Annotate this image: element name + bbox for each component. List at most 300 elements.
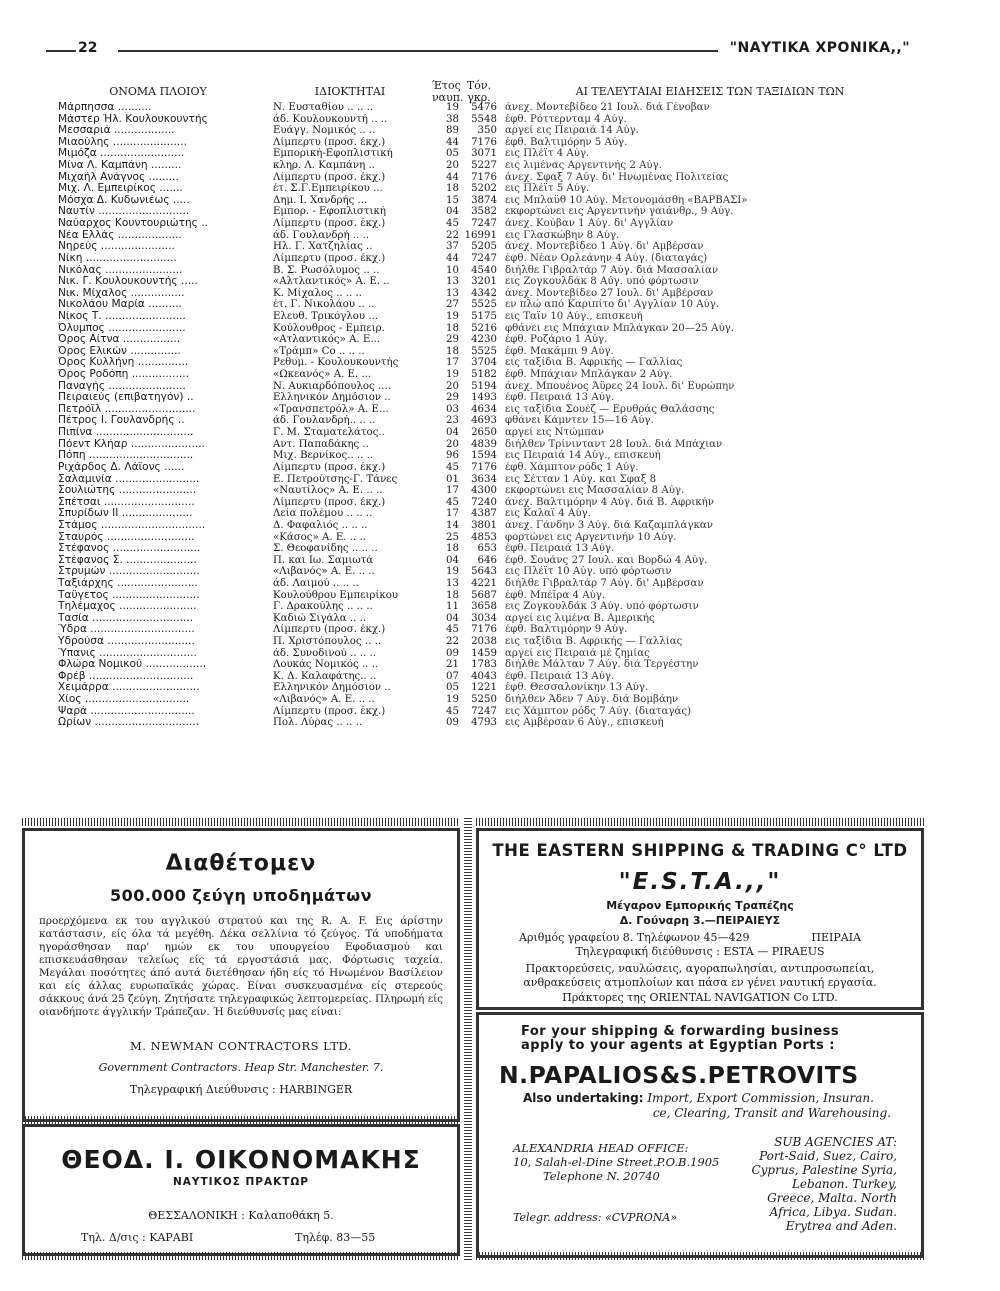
ship-tons: 16991 (464, 229, 497, 241)
ship-year: 13 (446, 577, 459, 589)
ship-name: Τασία .............................. (58, 612, 194, 624)
ship-year: 07 (446, 670, 459, 682)
ship-tons: 5227 (471, 160, 497, 172)
ship-year: 09 (446, 717, 459, 729)
ad-esta-building: Μέγαρον Εμπορικής Τραπέζης (606, 899, 794, 912)
ad-oikonomakis-ticks-bottom (22, 1252, 460, 1260)
ship-news: εις Ταϊν 10 Αύγ., επισκευή (505, 310, 643, 322)
header-rule-left (46, 50, 76, 52)
ship-row (58, 160, 898, 172)
ship-name: Νικολάου Μαρία .......... (58, 299, 182, 311)
ship-tons: 4839 (471, 438, 497, 450)
ship-owner: Λίμπερτυ (προσ. έκχ.) (273, 136, 386, 148)
ship-row (58, 137, 898, 149)
ship-year: 44 (446, 171, 459, 183)
ship-owner: Ρεθυμ. - Κουλουκουντής (273, 357, 399, 369)
ship-tons: 5525 (471, 345, 497, 357)
ship-row (58, 276, 898, 288)
ship-owner: Π. Χριστόπουλος .. .. (273, 636, 382, 648)
ship-row (58, 125, 898, 137)
ship-news: διήλθε Γιβραλτάρ 7 Αύγ. δι' Αμβέρσαν (505, 577, 704, 589)
ship-owner: Κ. Μίχαλος .. .. .. (273, 287, 363, 299)
ship-year: 45 (446, 461, 459, 473)
ship-news: έφθ. Θεσσαλονίκην 13 Αύγ. (505, 682, 649, 694)
ship-row (58, 404, 898, 416)
ship-owner: Κ. Δ. Καλαφάτης.. .. (273, 670, 377, 682)
ship-news: άνεχ. Μοντεβίδεο 1 Αύγ. δι' Αμβέρσαν (505, 241, 704, 253)
ship-name: Τηλέμαχος ....................... (58, 601, 197, 613)
ship-name: Μιαούλης ...................... (58, 136, 187, 148)
ship-tons: 5175 (471, 310, 497, 322)
ship-news: έφθ. Βαλτιμόρην 5 Αύγ. (505, 136, 628, 148)
ship-name: Στέφανος .......................... (58, 543, 201, 555)
ship-name: Σουλιώτης ....................... (58, 485, 197, 497)
ship-news: αργεί εις Πειραιά μέ ζημίας (505, 647, 650, 659)
ship-owner: Λίμπερτυ (προσ. έκχ.) (273, 496, 386, 508)
ship-tons: 5525 (471, 299, 497, 311)
ship-row (58, 520, 898, 532)
ship-tons: 4230 (471, 334, 497, 346)
ship-year: 19 (446, 694, 459, 706)
ship-news: έφθ. Μακάμπι 9 Αύγ. (505, 345, 614, 357)
ship-row (58, 648, 898, 660)
ship-owner: κληρ. Λ. Καμπάνη .. (273, 160, 375, 172)
ship-owner: «Ωκεανός» Α. Ε. ... (273, 369, 372, 381)
ship-news: έφθ. Μπάχιαν Μπλάγκαν 2 Αύγ. (505, 369, 673, 381)
ship-owner: Δ. Φαφαλιός .. .. .. (273, 519, 368, 531)
col-head-news: ΑΙ ΤΕΛΕΥΤΑΙΑΙ ΕΙΔΗΣΕΙΣ ΤΩΝ ΤΑΞΙΔΙΩΝ ΤΩΝ (575, 85, 845, 98)
ad-papalios-sub (747, 1135, 897, 1233)
ship-row (58, 148, 898, 160)
ship-tons: 3634 (471, 473, 497, 485)
ad-esta-services1: Πρακτορεύσεις, ναυλώσεις, αγοραπωλησίαι, αντιπροσωπείαι, (525, 962, 875, 975)
ship-row (58, 230, 898, 242)
ship-row (58, 206, 898, 218)
ship-tons: 5476 (471, 102, 497, 113)
ad-esta-office-row (519, 931, 901, 944)
ship-owner: Λίμπερτυ (προσ. έκχ.) (273, 461, 386, 473)
ship-owner: Ν. Αυκιαρδόπουλος .... (273, 380, 391, 392)
ship-news: εκφορτώνει εις Μασσαλίαν 8 Αύγ. (505, 485, 685, 497)
ship-year: 18 (446, 183, 459, 195)
ship-name: Μιχαήλ Ανάγνος ......... (58, 171, 179, 183)
ship-name: Μιχ. Λ. Εμπειρίκος ....... (58, 183, 183, 195)
ship-owner: Μιχ. Βερνίκος.. .. .. (273, 450, 374, 462)
ship-owner: Ε. Πετρούτσης-Γ. Τάνες (273, 473, 398, 485)
ship-owner: Ελληνικόν Δημόσιον .. (273, 392, 391, 404)
ship-year: 89 (446, 125, 459, 137)
ship-tons: 7176 (471, 624, 497, 636)
ship-news: εις Καλαϊ 4 Αύγ. (505, 508, 591, 520)
ship-news: φορτώνει εις Αργεντινήν 10 Αύγ. (505, 531, 677, 543)
ship-year: 44 (446, 252, 459, 264)
ad-papalios (476, 1012, 924, 1258)
ship-year: 18 (446, 345, 459, 357)
ship-owner: έτ. Σ.Γ.Εμπειρίκου ... (273, 183, 383, 195)
ship-name: Ταξιάρχης ........................ (58, 577, 198, 589)
ship-news: εις Μπλαϋθ 10 Αύγ. Μετονομάσθη «ΒΑΡΒΑΣΙ» (505, 194, 748, 206)
ship-news: εκφορτώνει εις Αργεντινήν γαιάνθρ., 9 Αύγ. (505, 206, 734, 218)
ship-news: εις Σέτταν 1 Αύγ. και Σφαξ 8 (505, 473, 657, 485)
ship-row (58, 462, 898, 474)
ship-year: 17 (446, 508, 459, 520)
ship-year: 10 (446, 264, 459, 276)
ship-tons: 4693 (471, 415, 497, 427)
ship-tons: 3582 (471, 206, 497, 218)
ship-row (58, 218, 898, 230)
ship-tons: 7240 (471, 496, 497, 508)
ship-year: 04 (446, 427, 459, 439)
ship-tons: 4387 (471, 508, 497, 520)
ship-owner: «Κάσος» Α. Ε. .. .. (273, 531, 366, 543)
ad-papalios-name: N.PAPALIOS&S.PETROVITS (499, 1061, 859, 1089)
ship-tons: 4342 (471, 287, 497, 299)
ship-table (58, 102, 898, 729)
ship-news: διήλθε Μάλταν 7 Αύγ. διά Τεργέστην (505, 659, 699, 671)
ship-year: 45 (446, 496, 459, 508)
ship-tons: 4853 (471, 531, 497, 543)
ship-year: 29 (446, 392, 459, 404)
ad-papalios-also (523, 1091, 903, 1106)
ship-owner: «Ατλαντικός» Α. Ε... (273, 334, 381, 346)
ship-tons: 4043 (471, 670, 497, 682)
ship-row (58, 288, 898, 300)
ship-tons: 2038 (471, 636, 497, 648)
ship-tons: 5205 (471, 241, 497, 253)
ship-tons: 3034 (471, 612, 497, 624)
ship-name: Υδρούσα .......................... (58, 636, 195, 648)
ship-name: Ύδρα ............................... (58, 624, 195, 636)
ship-owner: Αντ. Παπαδάκης .. (273, 438, 369, 450)
ship-row (58, 694, 898, 706)
ad-esta-ticks-top (476, 818, 924, 826)
ship-owner: «Αλτλαντικός» Α. Ε. .. (273, 276, 390, 288)
ship-name: Ταΰγετος .......................... (58, 589, 200, 601)
ship-news: αργεί εις Ντώμπαν (505, 427, 604, 439)
ad-oikonomakis-tel-left: Τηλ. Δ/σις : ΚΑΡΑΒΙ (81, 1231, 194, 1244)
ship-tons: 5194 (471, 380, 497, 392)
ship-name: Φλώρα Νομικού .................. (58, 659, 207, 671)
ship-row (58, 497, 898, 509)
ship-tons: 1221 (471, 682, 497, 694)
ship-name: Σταυρός .......................... (58, 531, 195, 543)
ad-esta (476, 828, 924, 1010)
page-header (18, 40, 918, 62)
ship-name: Όρος Ροδόπη ................. (58, 369, 189, 381)
ship-row (58, 659, 898, 671)
ship-row (58, 183, 898, 195)
ship-tons: 5687 (471, 589, 497, 601)
ship-news: άνεχ. Κούβαν 1 Αύγ. δι' Αγγλίαν (505, 218, 674, 230)
ship-news: φθάνει εις Μπάχιαν Μπλάγκαν 20—25 Αύγ. (505, 322, 735, 334)
ship-year: 25 (446, 531, 459, 543)
ship-row (58, 253, 898, 265)
ship-year: 45 (446, 218, 459, 230)
ship-tons: 1594 (471, 450, 497, 462)
ship-owner: Γ. Μ. Σταματελάτος.. (273, 427, 385, 439)
ship-news: έφθ. Πειραιά 13 Αύγ. (505, 543, 615, 555)
ship-year: 18 (446, 322, 459, 334)
ship-row (58, 172, 898, 184)
ad-divider-ticks (464, 818, 472, 1260)
ad-oikonomakis-tel-right: Τηλέφ. 83—55 (295, 1231, 376, 1244)
ship-row (58, 474, 898, 486)
ship-year: 27 (446, 299, 459, 311)
ad-papalios-hq3: Telephone N. 20740 (543, 1169, 660, 1183)
ship-news: εις Πειραιά 14 Αύγ., επισκευή (505, 450, 661, 462)
ship-row (58, 555, 898, 567)
ship-owner: Ηλ. Γ. Χατζηλίας .. (273, 241, 373, 253)
ship-owner: Ν. Ευσταθίου .. .. .. (273, 102, 374, 113)
ship-year: 18 (446, 543, 459, 555)
ship-tons: 5182 (471, 369, 497, 381)
ship-owner: έτ. Γ. Νικολάου .. .. (273, 299, 375, 311)
ship-year: 17 (446, 357, 459, 369)
ad-newman-ticks-bottom (22, 1116, 460, 1124)
ship-row (58, 392, 898, 404)
ship-tons: 4634 (471, 403, 497, 415)
ship-year: 23 (446, 415, 459, 427)
ship-name: Μίνα Λ. Καμπάνη ......... (58, 160, 182, 172)
ship-name: Σπέτσαι ........................... (58, 496, 195, 508)
ad-papalios-also-text: Import, Export Commission, Insuran. (647, 1091, 874, 1105)
ship-year: 22 (446, 636, 459, 648)
ship-news: διήλθε Γιβραλτάρ 7 Αύγ. διά Μασσαλίαν (505, 264, 719, 276)
ship-name: Ναύαρχος Κουντουριώτης .. (58, 218, 208, 230)
ship-news: εις Πλέϊτ 4 Αύγ. (505, 148, 590, 160)
ship-owner: Πολ. Λύρας .. .. .. (273, 717, 363, 729)
ship-tons: 5216 (471, 322, 497, 334)
ship-name: Ψαρά ............................... (58, 705, 195, 717)
ship-year: 19 (446, 369, 459, 381)
ship-tons: 7247 (471, 705, 497, 717)
ship-name: Σαλαμινία ......................... (58, 473, 200, 485)
ad-esta-short: "E.S.T.A.,," (618, 869, 782, 895)
ship-news: άνεχ. Βαλτιμόρην 4 Αύγ. διά Β. Αφρικήν (505, 496, 714, 508)
ship-tons: 7176 (471, 136, 497, 148)
ship-name: Ριχάρδος Δ. Λάϊονς ...... (58, 461, 185, 473)
ship-row (58, 381, 898, 393)
ad-papalios-hq1: ALEXANDRIA HEAD OFFICE: (513, 1141, 689, 1155)
ship-name: Όρος Ελικών ............... (58, 345, 181, 357)
ad-esta-telegraph: Τηλεγραφική διεύθυνσις : ESTA — PIRAEUS (575, 945, 825, 958)
ad-newman-body: προερχόμενα εκ του αγγλικού στρατού και της R. A. F. Εις άρίστην κατάστασιν, είς όλα τά μεγέθη. Δέκα σελλίνια τό ζεύγος. Τά υποδήματα ηγοράσθησαν παρ' ημών εκ του υπουργείου Εφοδιασμού και επισκευάσθησαν τελείως είς τά εργοστάσιά μας. Φόρτωσις ταχεία. Μεγάλαι ποσότητες άπό αυτά διετέθησαν ήδη είς τό Ηνωμένον Βασίλειον και είς άλλας ευρωπαϊκάς χώρας. Είναι συσκευασμένα είς στερεούς σάκκους άνά 25 ζεύγη. Ζητήσατε τηλεγραφικώς λεπτομερείας. Πληρωμή είς οιανδήποτε άγγλικήν Τράπεζαν. Ή διεύθυνσίς μας είναι: (39, 915, 443, 1018)
ship-news: έφθ. Σουάνς 27 Ιουλ. και Βορδώ 4 Αύγ. (505, 554, 708, 566)
ship-row (58, 601, 898, 613)
ship-name: Πέτρος Ι. Γουλανδρής .. (58, 415, 185, 427)
ship-row (58, 299, 898, 311)
ship-year: 37 (446, 241, 459, 253)
ship-row (58, 241, 898, 253)
header-rule (118, 50, 718, 52)
ship-year: 01 (446, 473, 459, 485)
ship-owner: Λίμπερτυ (προσ. έκχ.) (273, 171, 386, 183)
ship-row (58, 717, 898, 729)
ship-tons: 4540 (471, 264, 497, 276)
ship-news: έφθ. Ρόττερνταμ 4 Αύγ. (505, 113, 627, 125)
ship-news: έφθ. Μπέϊρα 4 Αύγ. (505, 589, 606, 601)
ship-name: Νέα Ελλάς ................... (58, 229, 182, 241)
ship-name: Νικ. Γ. Κουλουκουντής ..... (58, 276, 198, 288)
ship-news: έφθ. Χάμπτον ρόδς 1 Αύγ. (505, 461, 639, 473)
ad-newman-heading: Διαθέτομεν (165, 851, 317, 876)
ship-tons: 7176 (471, 171, 497, 183)
ship-owner: άδ. Γουλανδρή.. .. .. (273, 415, 376, 427)
ship-news: εν πλώ από Καριπίτο δι' Αγγλίαν 10 Αύγ. (505, 299, 720, 311)
ship-news: εις Ζογκουλδάκ 3 Αύγ. υπό φόρτωσιν (505, 601, 699, 613)
ship-name: Στέφανος Σ. ..................... (58, 554, 197, 566)
ship-tons: 1783 (471, 659, 497, 671)
ship-owner: Ελληνικόν Δημόσιον .. (273, 682, 391, 694)
ship-row (58, 636, 898, 648)
ship-year: 22 (446, 229, 459, 241)
ship-news: διήλθεν Τρίνινταντ 28 Ιουλ. διά Μπάχιαν (505, 438, 723, 450)
ship-year: 15 (446, 194, 459, 206)
ship-row (58, 613, 898, 625)
ad-papalios-sub-list: Port-Said, Suez, Cairo, Cyprus, Palestine Syria, Lebanon. Turkey, Greece, Malta. North Africa, Libya. Sudan. Erytrea and Aden. (751, 1149, 897, 1233)
ad-esta-services2: ανθρακεύσεις ατμοπλοίων και πάσα εν γένει ναυτική εργασία. (523, 976, 877, 989)
ship-news: εις Γλασκώβην 8 Αύγ. (505, 229, 620, 241)
ship-row (58, 590, 898, 602)
ship-news: άνεχ. Μοντεβίδεο 27 Ιουλ. δι' Αμβέρσαν (505, 287, 714, 299)
ship-news: άνεχ. Μοντεβίδεο 21 Ιουλ. διά Γένοβαν (505, 102, 710, 113)
ship-news: έφθ. Νέαν Ορλεάνην 4 Αύγ. (διαταγάς) (505, 252, 708, 264)
ship-news: αργεί εις Πειραιά 14 Αύγ. (505, 125, 639, 137)
ship-news: άνεχ. Γάνδην 3 Αύγ. διά Καζαμπλάγκαν (505, 519, 713, 531)
ad-papalios-tagline1: For your shipping & forwarding business (521, 1024, 840, 1039)
ship-owner: Εμπορική-Εφοπλιστική (273, 148, 393, 160)
ship-name: Παναγής ....................... (58, 380, 186, 392)
ad-esta-heading: THE EASTERN SHIPPING & TRADING C° LTD (492, 841, 908, 860)
ship-row (58, 485, 898, 497)
ship-name: Πιπίνα ............................. (58, 427, 194, 439)
ship-row (58, 346, 898, 358)
ship-name: Μάστερ Ήλ. Κουλουκουντής (58, 113, 208, 125)
ship-tons: 3658 (471, 601, 497, 613)
ship-name: Όρος Αίτνα ................. (58, 334, 181, 346)
ship-news: άνεχ. Σφαξ 7 Αύγ. δι' Ηνωμένας Πολιτείας (505, 171, 729, 183)
ship-row (58, 543, 898, 555)
ship-year: 29 (446, 334, 459, 346)
ship-name: Ναυτίν ........................... (58, 206, 190, 218)
ship-news: έφθ. Ροζάριο 1 Αύγ. (505, 334, 608, 346)
ship-news: άνεχ. Μπουένος Άϋρες 24 Ιουλ. δι' Ευρώπην (505, 380, 735, 392)
ad-oikonomakis (22, 1124, 460, 1256)
ship-row (58, 532, 898, 544)
ad-newman-subheading: 500.000 ζεύγη υποδημάτων (109, 886, 373, 905)
ad-papalios-sub-heading: SUB AGENCIES AT: (774, 1135, 897, 1149)
ship-row (58, 357, 898, 369)
ad-newman-telegraph: Τηλεγραφική Διεύθυνσις : HARBINGER (129, 1083, 353, 1096)
ship-owner: άδ. Συνοδινού .. .. .. (273, 647, 377, 659)
ship-owner: «Ναυτίλος» Α. Ε. .. .. (273, 485, 383, 497)
ship-owner: Κούλουθρος - Εμπειρ. (273, 322, 385, 334)
ship-name: Ωρίων ............................... (58, 717, 199, 729)
ad-papalios-telegram: Telegr. address: «CVPRONA» (513, 1211, 678, 1224)
ship-row (58, 323, 898, 335)
ship-owner: «Τρανσπετρόλ» Α. Ε... (273, 403, 389, 415)
ship-owner: Λουκάς Νομικός .. .. (273, 659, 379, 671)
ad-oikonomakis-name: ΘΕΟΔ. Ι. ΟΙΚΟΝΟΜΑΚΗΣ (61, 1145, 421, 1174)
ship-owner: άδ. Κουλουκουντή .. .. (273, 113, 388, 125)
ship-year: 20 (446, 380, 459, 392)
ship-year: 19 (446, 102, 459, 113)
ship-row (58, 415, 898, 427)
ad-papalios-ticks-bottom (476, 1252, 924, 1260)
ship-tons: 5250 (471, 694, 497, 706)
ship-tons: 7247 (471, 252, 497, 264)
ad-papalios-hq (513, 1141, 719, 1183)
ship-news: έφθ. Πειραιά 13 Αύγ. (505, 392, 615, 404)
ship-news: έφθ. Πειραιά 13 Αύγ. (505, 670, 615, 682)
ship-row (58, 311, 898, 323)
ship-owner: Ευάγγ. Νομικός .. .. (273, 125, 376, 137)
ad-esta-office-city: ΠΕΙΡΑΙΑ (811, 931, 861, 944)
ship-news: εις Ζογκουλδάκ 8 Αύγ. υπό φόρτωσιν (505, 276, 699, 288)
ad-oikonomakis-city: ΘΕΣΣΑΛΟΝΙΚΗ : Καλαποθάκη 5. (148, 1209, 334, 1222)
ad-esta-agents: Πράκτορες της ORIENTAL NAVIGATION Co LTD. (562, 991, 838, 1004)
ship-owner: Λίμπερτυ (προσ. έκχ.) (273, 705, 386, 717)
ship-name: Νίκος Τ. ........................ (58, 310, 186, 322)
ship-tons: 5548 (471, 113, 497, 125)
ship-tons: 1459 (471, 647, 497, 659)
ship-tons: 3071 (471, 148, 497, 160)
ship-tons: 5202 (471, 183, 497, 195)
ship-year: 45 (446, 624, 459, 636)
ad-newman-address: Government Contractors. Heap Str. Manchester. 7. (98, 1061, 384, 1074)
ship-year: 09 (446, 647, 459, 659)
ship-tons: 3201 (471, 276, 497, 288)
ship-year: 20 (446, 160, 459, 172)
ship-news: εις ταξίδια Β. Αφρικής — Γαλλίας (505, 636, 683, 648)
ship-name: Πόπη ............................... (58, 450, 194, 462)
ship-year: 13 (446, 287, 459, 299)
ship-news: εις Πλέϊτ 10 Αύγ. υπό φόρτωσιν (505, 566, 672, 578)
ship-news: εις ταξίδια Β. Αφρικής — Γαλλίας (505, 357, 683, 369)
ship-row (58, 265, 898, 277)
ship-year: 03 (446, 403, 459, 415)
ship-name: Χίος ............................... (58, 694, 190, 706)
ship-row (58, 624, 898, 636)
ship-news: εις Χάμπτον ρόδς 7 Αύγ. (διαταγάς) (505, 705, 692, 717)
ship-news: εις Πλέϊτ 5 Αύγ. (505, 183, 590, 195)
ad-esta-street: Δ. Γούναρη 3.—ΠΕΙΡΑΙΕΥΣ (619, 914, 781, 927)
ship-owner: Λίμπερτυ (προσ. έκχ.) (273, 624, 386, 636)
ship-tons: 4793 (471, 717, 497, 729)
ship-year: 04 (446, 206, 459, 218)
ship-row (58, 439, 898, 451)
ship-owner: Λεία πολέμου .. .. .. (273, 508, 373, 520)
ad-newman-ticks-top (22, 818, 460, 826)
ad-papalios-hq2: 10, Salah-el-Dine Street.P.O.B.1905 (513, 1155, 720, 1169)
ship-tons: 4300 (471, 485, 497, 497)
ship-year: 14 (446, 519, 459, 531)
ship-news: διήλθεν Άδεν 7 Αύγ. διά Βομβάην (505, 694, 679, 706)
ship-name: Χειμάρρα .......................... (58, 682, 200, 694)
ship-row (58, 114, 898, 126)
col-head-tons: Τόν. γκρ. (466, 79, 492, 104)
ship-news: εις λιμένας Αργεντινής 2 Αύγ. (505, 160, 662, 172)
ship-year: 04 (446, 554, 459, 566)
ship-owner: Εμπορ. - Εφοπλιστική (273, 206, 386, 218)
ship-owner: «Τράμπ» Co .. .. .. (273, 345, 365, 357)
ship-owner: Β. Σ. Ρωσόλυμος .. .. (273, 264, 380, 276)
ship-row (58, 578, 898, 590)
ship-owner: «Λιβανός» Α. Ε. .. .. (273, 566, 375, 578)
ship-tons: 350 (477, 125, 497, 137)
ship-year: 45 (446, 705, 459, 717)
ship-news: έφθ. Βαλτιμόρην 9 Αύγ. (505, 624, 628, 636)
